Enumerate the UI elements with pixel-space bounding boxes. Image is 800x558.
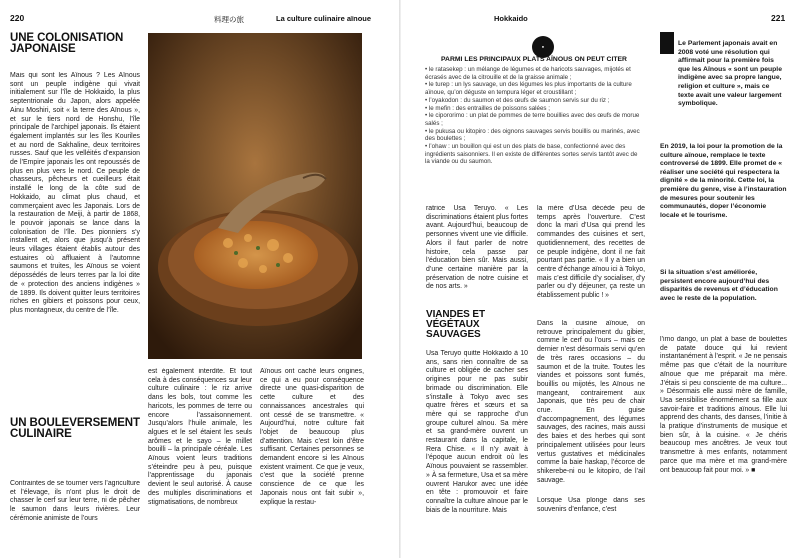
running-head-left: La culture culinaire aïnoue: [276, 14, 372, 23]
sidebar-text-3: Si la situation s’est améliorée, persistent encore aujourd’hui des disparités de revenus et d’éducation avec le reste de la population.: [660, 269, 778, 302]
box-title: PARMI LES PRINCIPAUX PLATS AÏNOUS ON PEUT CITER: [441, 56, 627, 63]
box-item: • le cipororimo : un plat de pommes de terre bouillies avec des œufs de morue salés ;: [425, 112, 640, 127]
page-number-left: 220: [10, 13, 25, 23]
left-column-1-text: Mais qui sont les Aïnous ? Les Aïnous sont un peuple indigène qui vivait initialement sur l’île de Hokkaido, la plus septentrionale du Japon, alors appelée Ainu Moshiri, soit « la terre des Aïnous », et sur le tiers nord de Honshu, l’île principale de l’archipel japonais. Ils étaient également implantés sur les îles Kouriles et au nord de Sakhaline, deux territoires russes. Sauf que les velléités d’expansion de l’Empire japonais les ont repoussés de plus en plus vers le nord. Ce peuple de chasseurs, pêcheurs et cueilleurs était installé le long de la côte sud de Hokkaido, au climat plus chaud, et commerçaient avec les Japonais. Lors de la restauration de Meiji, à partir de 1868, le pouvoir japonais se lance dans la colonisation de l’île. Des pionniers s’y installent et, alors que jusqu’à présent leurs villages étaient établis autour des estuaires où affluaient à l’automne saumons et truites, les Aïnous se voient dépossédés de leurs terres par la loi dite de « protection des anciens indigènes » de 1899. Ils doivent quitter leurs territoires riches en gibiers et poissons pour ceux, plus montagneux, du centre de l’île.: [10, 72, 140, 314]
box-item: • l’ohaw : un bouillon qui est un des plats de base, confectionné avec des ingrédients saisonniers. Il en existe de différentes sortes servis tantôt avec de la viande ou du saumon.: [425, 143, 638, 166]
left-column-1-text-2: Contraintes de se tourner vers l’agriculture et l’élevage, ils n’ont plus le droit de chasser le cerf sur leur terre, ni de pêcher le saumon dans leurs rivières. Leur cérémonie animiste de l’ours: [10, 480, 140, 522]
right-column-1-text-2: Usa Teruyo quitte Hokkaido à 10 ans, sans rien connaître de sa culture et obligée de cacher ses origines pour ne pas subir brimade ou discrimination. Elle s’installe à Tokyo avec ses quatre frères et sœurs et sa mère qui se rapproche d’un groupe culturel aïnou. Sa mère et sa grand-mère ouvrent un restaurant dans la capitale, le Rera Chise. « Il n’y avait à l’époque aucun endroit où les Aïnous pouvaient se rassembler. » À sa fermeture, Usa et sa mère ouvrent Harukor avec une idée en tête : promouvoir et faire connaître la culture aïnoue par le biais de la nourriture. Mais: [426, 350, 528, 514]
box-item: • le mefin : des entrailles de poissons salées ;: [425, 104, 550, 112]
dish-illustration: [148, 33, 362, 359]
running-head-jp: 料理の旅: [214, 15, 244, 24]
stamp-icon: ●: [532, 36, 554, 58]
sidebar-text-1: Le Parlement japonais avait en 2008 voté une résolution qui affirmait pour la première fois que les Aïnous « sont un peuple indigène avec sa propre langue, religion et culture », mais ce texte avait une valeur largement symbolique.: [678, 40, 782, 108]
left-column-3-text: Aïnous ont caché leurs origines, ce qui a eu pour conséquence directe une quasi-disparition de cette culture et des connaissances ancestrales qui ont cessé de se transmettre. « Aujourd’hui, notre culture fait l’objet de beaucoup plus d’attention. Mais c’est loin d’être suffisant. Certaines personnes se demandent encore si les Aïnous existent vraiment. Ce que je veux, c’est que la société prenne conscience de ce que les Japonais nous ont fait subir », explique la restau-: [260, 368, 364, 506]
right-column-2-text: la mère d’Usa décède peu de temps après l’ouverture. C’est donc la mari d’Usa qui prend les commandes des cuisines et sert, quotidiennement, des recettes de ce peuple indigène, dont il ne fait pourtant pas partie. « Il y a bien un centre d’échange aïnou ici à Tokyo, mais c’est difficile d’y socialiser, d’y parler ou d’y déjeuner, ça reste un établissement public ! »: [537, 205, 645, 300]
section-title-bouleversement: UN BOULEVERSEMENT CULINAIRE: [10, 417, 140, 440]
box-list: [425, 66, 643, 166]
right-column-2-text-3: Lorsque Usa plonge dans ses souvenirs d’enfance, c’est: [537, 497, 645, 513]
box-item: • l’oyakodon : du saumon et des œufs de saumon servis sur du riz ;: [425, 96, 610, 104]
box-item: • le ratasekep : un mélange de légumes et de haricots sauvages, mijotés et écrasés avec de la citrouille et de la graisse animale ;: [425, 66, 631, 81]
running-head-right: Hokkaido: [494, 14, 528, 23]
dish-photo: [148, 33, 362, 359]
sidebar-text-2: En 2019, la loi pour la promotion de la culture aïnoue, remplace le texte controversé de 1899. Elle promet de « réaliser une société qui respectera la dignité » de la minorité. Cette loi, la première du genre, vise à l’instauration de mesures pour soutenir les communautés, doper l’économie locale et le tourisme.: [660, 143, 787, 219]
box-item: • le pukusa ou kitopiro : des oignons sauvages servis bouillis ou marinés, avec des boulettes ;: [425, 127, 640, 143]
section-title-colonisation: UNE COLONISATION JAPONAISE: [10, 32, 124, 55]
right-column-3-text: l’imo dango, un plat à base de boulettes de patate douce qui lui revient instantanément à l’esprit. « Je ne pensais même pas que c’était de la nourriture aïnoue que me préparait ma mère. J’étais si peu consciente de ma culture... » Désormais elle aussi mère de famille, Usa sensibilise énormément sa fille aux savoir-faire et traditions aïnous. Elle lui apprend des chants, des danses, l’initie à la pratique d’instruments de musique et bien sûr, à la cuisine. « Je chéris beaucoup mes ancêtres. Je veux tout transmettre à mes enfants, notamment parce que ma mère et ma grand-mère ont beaucoup fait pour moi. » ■: [660, 336, 787, 474]
box-item: • le turep : un lys sauvage, un des légumes les plus importants de la culture aïnoue, qu’on déguste en tempura léger et croustillant ;: [425, 81, 632, 97]
right-column-2-text-2: Dans la cuisine aïnoue, on retrouve principalement du gibier, comme le cerf ou l’ours – mais ce dernier n’est désormais servi qu’en de très rares occasions – du saumon et de la truite. Toutes les viandes et poissons sont fumés, bouillis ou mijotés, les Aïnous ne mangeant, contrairement aux Japonais, que très peu de chair crue. En guise d’accompagnement, des légumes sauvages, des racines, mais aussi des baies et des herbes qui sont principalement utilisées pour leurs vertus gustatives et médicinales comme la baie haskap, l’écorce de shikerebe-ni ou le kitopiro, de l’ail sauvage.: [537, 320, 645, 484]
sidebar: [660, 40, 787, 321]
dishes-box: [425, 56, 643, 199]
gutter: [399, 0, 401, 558]
section-title-viandes: VIANDES ET VÉGÉTAUX SAUVAGES: [426, 309, 486, 340]
right-column-1-text: ratrice Usa Teruyo. « Les discriminations étaient plus fortes avant. Aujourd’hui, beaucoup de personnes vivent une vie difficile. Alors il faut parler de notre histoire, cela passe par l’éducation bien sûr. Mais aussi, d’une certaine manière par la préservation de notre cuisine et de nos arts. »: [426, 205, 528, 290]
left-column-2-text: est également interdite. Et tout cela à des conséquences sur leur culture culinaire : le riz arrive dans les bols, tout comme les haricots, les pommes de terre ou encore l’assaisonnement. Jusqu’alors l’huile animale, les algues et le sel étaient les seuls arômes et le sayo – le millet bouilli – la principale céréale. Les Aïnous voient leurs traditions s’éteindre peu à peu, puisque l’apprentissage du japonais devient le seul autorisé. À cause des multiples discriminations et stigmatisations, de nombreux: [148, 368, 252, 506]
page-number-right: 221: [771, 13, 786, 23]
